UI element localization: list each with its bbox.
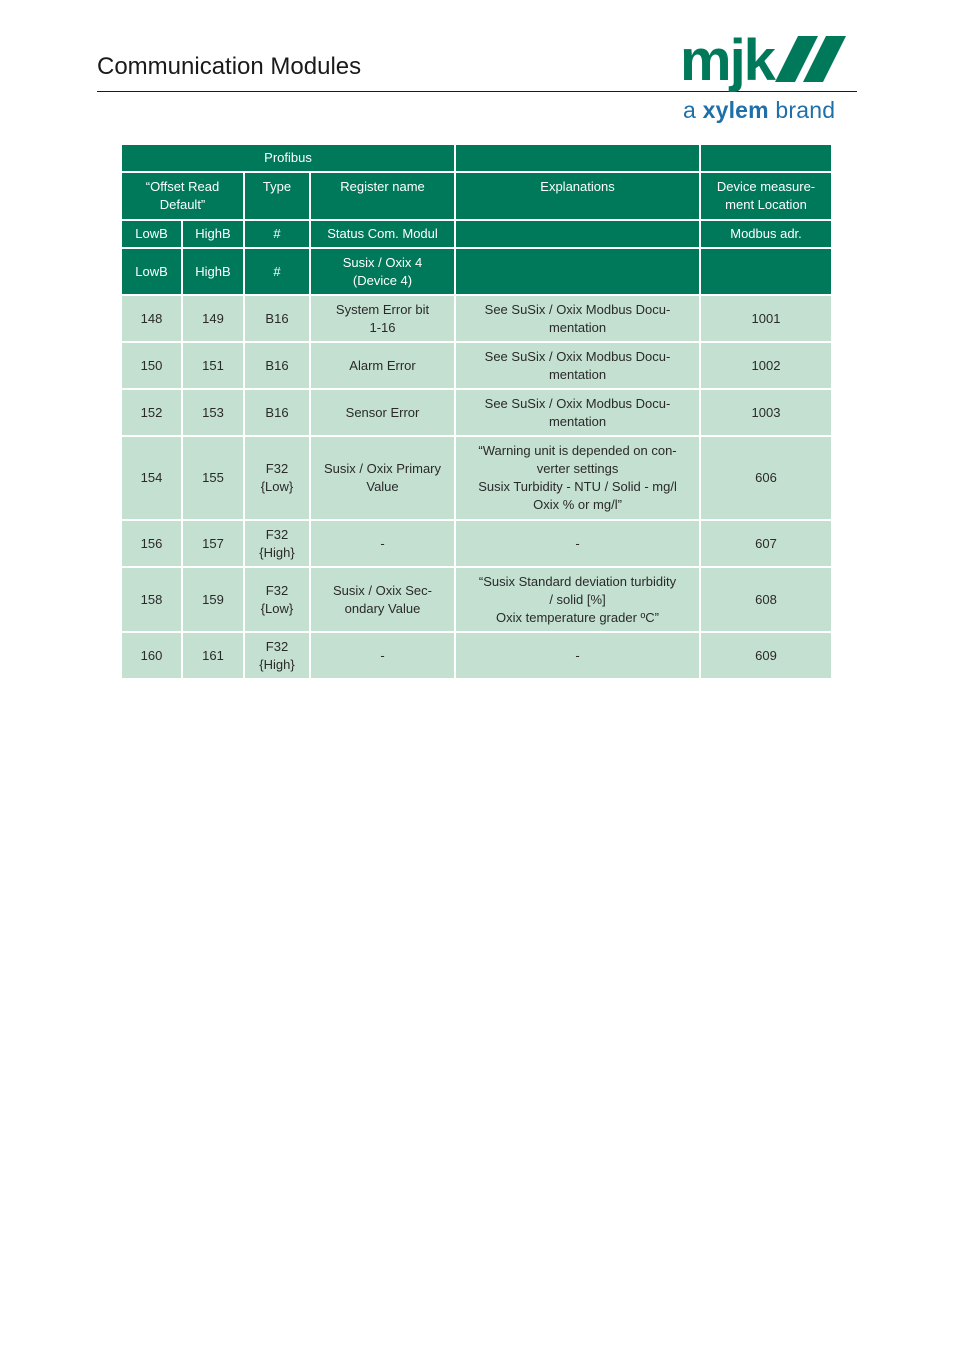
register-name-cell-line: Susix / Oxix Sec- — [333, 582, 432, 598]
explanation-cell-line: See SuSix / Oxix Modbus Docu- — [484, 301, 671, 317]
explanation-cell — [455, 567, 700, 632]
type-cell — [244, 567, 310, 632]
logo-tagline-suffix: brand — [768, 97, 836, 123]
type-cell — [244, 520, 310, 567]
table-row — [121, 295, 832, 342]
device-location-cell: 1001 — [700, 295, 832, 342]
register-name-cell-line: Alarm Error — [349, 357, 416, 373]
explanation-cell-line: mentation — [548, 413, 607, 429]
explanation-cell-line: Susix Turbidity - NTU / Solid - mg/l — [478, 479, 677, 494]
type-cell-line: {Low} — [260, 600, 294, 616]
type-cell-line: B16 — [265, 404, 289, 420]
register-name-header: Register name — [310, 172, 455, 220]
highb-cell: 161 — [182, 632, 244, 679]
highb-cell: 159 — [182, 567, 244, 632]
lowb-cell: 156 — [121, 520, 182, 567]
highb-cell: 151 — [182, 342, 244, 389]
device-location-cell: 1002 — [700, 342, 832, 389]
device-subheader-spacer — [700, 248, 832, 295]
explanation-cell — [455, 520, 700, 567]
register-name-cell — [310, 436, 455, 520]
table-row — [121, 389, 832, 436]
device-location-cell: 607 — [700, 520, 832, 567]
register-name-cell-line: 1-16 — [369, 319, 396, 335]
highb-subheader: HighB — [182, 248, 244, 295]
register-name-cell-line: Value — [366, 479, 399, 494]
hash-header: # — [244, 220, 310, 248]
device-location-header-line: Device measure- — [716, 179, 816, 194]
explanation-cell — [455, 632, 700, 679]
explanations-subheader-spacer — [455, 248, 700, 295]
explanation-cell-line: mentation — [548, 319, 607, 335]
device-location-cell: 608 — [700, 567, 832, 632]
lowb-cell: 150 — [121, 342, 182, 389]
profibus-header: Profibus — [121, 144, 455, 172]
explanation-cell-line: Oxix temperature grader ºC” — [496, 609, 659, 625]
type-cell — [244, 436, 310, 520]
register-name-cell — [310, 295, 455, 342]
explanations-header: Explanations — [455, 172, 700, 220]
highb-cell: 157 — [182, 520, 244, 567]
type-cell-line: B16 — [265, 357, 289, 373]
type-cell — [244, 632, 310, 679]
register-name-cell — [310, 342, 455, 389]
page-title: Communication Modules — [97, 53, 362, 80]
device-location-header-line: ment Location — [725, 197, 807, 212]
device-location-cell: 606 — [700, 436, 832, 520]
explanation-cell-line: / solid [%] — [549, 591, 606, 607]
table-row — [121, 436, 832, 520]
type-cell-line: B16 — [265, 310, 289, 326]
type-cell — [244, 295, 310, 342]
device-name-subheader-line: (Device 4) — [352, 272, 413, 288]
register-name-cell-line: Sensor Error — [345, 404, 420, 420]
type-cell-line: {High} — [259, 656, 295, 672]
device-location-header — [700, 172, 832, 220]
explanation-cell-line: See SuSix / Oxix Modbus Docu- — [484, 395, 671, 411]
highb-cell: 149 — [182, 295, 244, 342]
profibus-header-spacer — [700, 144, 832, 172]
status-com-modul-header: Status Com. Modul — [310, 220, 455, 248]
lowb-cell: 154 — [121, 436, 182, 520]
register-name-cell-line: Susix / Oxix Primary — [324, 461, 442, 476]
lowb-cell: 148 — [121, 295, 182, 342]
type-cell-line: F32 — [265, 582, 289, 598]
explanations-subheader-spacer — [455, 220, 700, 248]
table-body — [121, 295, 832, 679]
profibus-header-spacer — [455, 144, 700, 172]
explanation-cell — [455, 295, 700, 342]
device-name-subheader-line: Susix / Oxix 4 — [342, 254, 423, 270]
highb-cell: 155 — [182, 436, 244, 520]
type-cell — [244, 342, 310, 389]
explanation-cell-line: See SuSix / Oxix Modbus Docu- — [484, 348, 671, 364]
table-row — [121, 632, 832, 679]
device-name-subheader — [310, 248, 455, 295]
type-cell-line: {Low} — [260, 479, 294, 494]
hash-subheader: # — [244, 248, 310, 295]
offset-header-line: Default” — [159, 197, 206, 212]
svg-text:mjk: mjk — [680, 30, 774, 92]
offset-header — [121, 172, 244, 220]
register-name-cell-line: System Error bit — [335, 301, 430, 317]
logo-tagline — [683, 97, 835, 124]
explanation-cell-line: “Susix Standard deviation turbidity — [478, 573, 677, 589]
brand-logo — [676, 28, 861, 128]
lowb-subheader: LowB — [121, 248, 182, 295]
explanation-cell — [455, 389, 700, 436]
explanation-cell — [455, 342, 700, 389]
explanation-cell-line: - — [575, 535, 580, 551]
explanation-cell-line: - — [575, 647, 580, 663]
type-cell-line: {High} — [259, 544, 295, 560]
table-row — [121, 342, 832, 389]
lowb-header: LowB — [121, 220, 182, 248]
register-name-cell — [310, 632, 455, 679]
register-name-cell — [310, 567, 455, 632]
lowb-cell: 158 — [121, 567, 182, 632]
table-header — [121, 144, 832, 295]
explanation-cell-line: verter settings — [536, 461, 619, 476]
explanation-cell-line: Oxix % or mg/l” — [533, 497, 622, 512]
offset-header-line: “Offset Read — [145, 179, 220, 194]
register-name-cell-line: ondary Value — [344, 600, 421, 616]
lowb-cell: 152 — [121, 389, 182, 436]
type-header: Type — [244, 172, 310, 220]
register-name-cell — [310, 389, 455, 436]
register-name-cell-line: - — [380, 647, 385, 663]
highb-header: HighB — [182, 220, 244, 248]
type-cell — [244, 389, 310, 436]
register-name-cell-line: - — [380, 535, 385, 551]
modbus-adr-header: Modbus adr. — [700, 220, 832, 248]
register-name-cell — [310, 520, 455, 567]
type-cell-line: F32 — [265, 526, 289, 542]
table-row — [121, 520, 832, 567]
modbus-register-table — [120, 143, 833, 680]
type-cell-line: F32 — [265, 638, 289, 654]
device-location-cell: 609 — [700, 632, 832, 679]
explanation-cell-line: “Warning unit is depended on con- — [478, 443, 677, 458]
explanation-cell — [455, 436, 700, 520]
mjk-logo-mark — [680, 30, 860, 92]
highb-cell: 153 — [182, 389, 244, 436]
explanation-cell-line: mentation — [548, 366, 607, 382]
logo-tagline-brand: xylem — [702, 97, 769, 123]
device-location-cell: 1003 — [700, 389, 832, 436]
logo-tagline-prefix: a — [683, 97, 703, 123]
type-cell-line: F32 — [265, 461, 289, 476]
table-row — [121, 567, 832, 632]
lowb-cell: 160 — [121, 632, 182, 679]
